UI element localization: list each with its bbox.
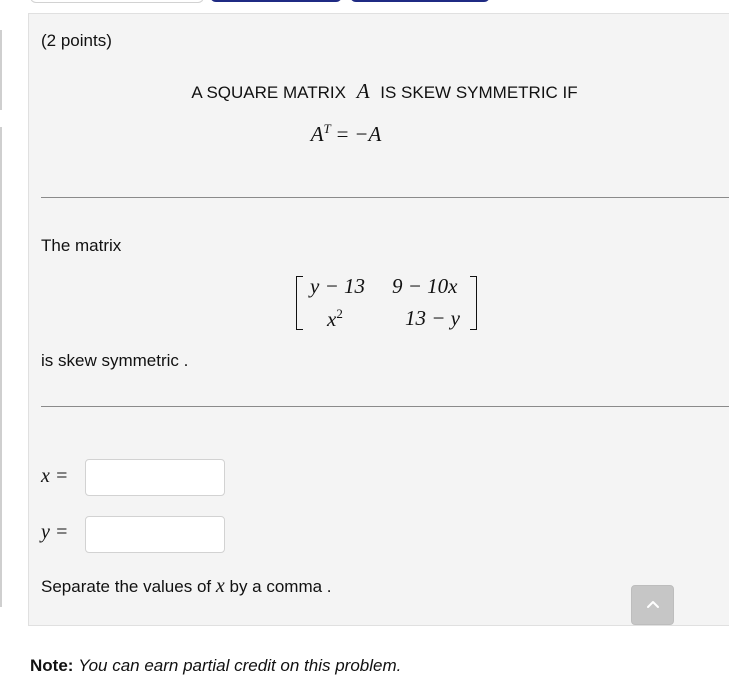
y-label: y = — [41, 521, 69, 543]
matrix-cell-r2c1 — [327, 306, 343, 332]
right-bracket — [470, 276, 477, 330]
top-button-middle[interactable] — [210, 0, 342, 2]
separate-instruction — [41, 575, 332, 598]
separate-text-post: by a comma . — [229, 577, 332, 596]
heading-text-pre: A SQUARE MATRIX — [191, 83, 346, 102]
note-text: You can earn partial credit on this problem. — [78, 656, 402, 675]
definition-equals: = — [336, 122, 349, 146]
left-bracket — [296, 276, 303, 330]
definition-rhs: −A — [354, 122, 382, 146]
matrix-cell-r1c1: y − 13 — [310, 274, 365, 298]
heading-text-post: IS SKEW SYMMETRIC IF — [380, 83, 578, 102]
section-divider — [41, 197, 729, 198]
definition-transpose: T — [323, 121, 331, 136]
definition-equation — [29, 121, 663, 147]
y-answer-input[interactable] — [85, 516, 225, 553]
partial-credit-note — [30, 656, 401, 676]
matrix-cell-r2c1-base: x — [327, 307, 337, 331]
matrix-cell-r2c2: 13 − y — [405, 306, 460, 330]
problem-panel — [28, 13, 729, 626]
matrix-cell-r1c2: 9 − 10x — [392, 274, 458, 298]
definition-lhs: A — [310, 122, 324, 146]
heading-var: A — [356, 79, 370, 103]
x-answer-input[interactable] — [85, 459, 225, 496]
separate-text-pre: Separate the values of — [41, 577, 212, 596]
is-skew-text: is skew symmetric . — [41, 351, 189, 370]
chevron-up-icon — [646, 599, 660, 609]
left-edge-divider — [0, 127, 2, 607]
points-label: (2 points) — [41, 31, 112, 50]
top-button-left[interactable] — [30, 0, 204, 3]
separate-var: x — [215, 575, 225, 597]
note-label: Note: — [30, 656, 74, 675]
section-divider — [41, 406, 729, 407]
x-label: x = — [41, 465, 69, 487]
problem-heading — [29, 79, 729, 104]
scroll-to-top-button[interactable] — [631, 585, 674, 625]
left-edge-divider — [0, 30, 2, 110]
top-button-right[interactable] — [350, 0, 490, 2]
the-matrix-label: The matrix — [41, 236, 122, 255]
matrix-cell-r2c1-exp: 2 — [336, 306, 343, 321]
matrix — [296, 274, 477, 330]
